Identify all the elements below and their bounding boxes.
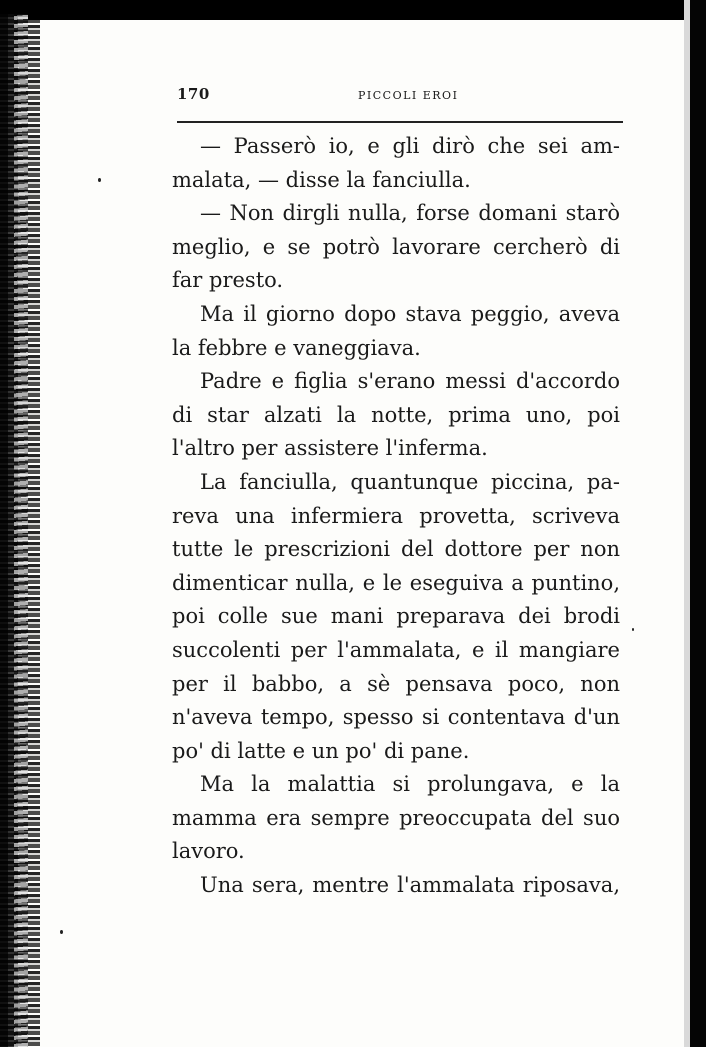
- ink-speck: [632, 628, 634, 631]
- text-line: n'aveva tempo, spesso si contentava d'un: [172, 705, 620, 730]
- text-line: lavoro.: [172, 839, 245, 864]
- text-line: meglio, e se potrò lavorare cercherò di: [172, 234, 620, 259]
- ink-speck: [98, 178, 101, 182]
- text-line: — Non dirgli nulla, forse domani starò: [200, 201, 620, 226]
- text-line: la febbre e vaneggiava.: [172, 335, 421, 360]
- text-line: malata, — disse la fanciulla.: [172, 167, 471, 192]
- text-line: far presto.: [172, 268, 284, 293]
- text-line: mamma era sempre preoccupata del suo: [172, 805, 620, 830]
- text-line: Padre e figlia s'erano messi d'accordo: [200, 369, 620, 394]
- text-line: poi colle sue mani preparava dei brodi: [172, 604, 620, 629]
- text-line: tutte le prescrizioni del dottore per non: [172, 537, 620, 562]
- text-line: La fanciulla, quantunque piccina, pa-: [200, 469, 620, 494]
- text-line: po' di latte e un po' di pane.: [172, 738, 470, 763]
- text-line: per il babbo, a sè pensava poco, non: [172, 671, 620, 696]
- book-binding-edge: [0, 14, 40, 1047]
- scan-right-edge: [684, 0, 706, 1047]
- page-number: 170: [177, 85, 210, 103]
- text-line: di star alzati la notte, prima uno, poi: [172, 402, 620, 427]
- text-line: dimenticar nulla, e le eseguiva a puntino,: [172, 570, 620, 595]
- header-rule: [177, 121, 623, 123]
- body-text: [172, 130, 620, 903]
- text-line: reva una infermiera provetta, scriveva: [172, 503, 620, 528]
- running-header: [177, 85, 623, 111]
- running-title: PICCOLI EROI: [358, 89, 459, 102]
- text-line: succolenti per l'ammalata, e il mangiare: [172, 637, 620, 662]
- text-line: l'altro per assistere l'inferma.: [172, 436, 488, 461]
- text-line: Una sera, mentre l'ammalata riposava,: [200, 873, 620, 898]
- text-line: Ma il giorno dopo stava peggio, aveva: [200, 301, 620, 326]
- text-line: — Passerò io, e gli dirò che sei am-: [200, 134, 620, 158]
- text-line: Ma la malattia si prolungava, e la: [200, 772, 620, 797]
- ink-speck: [60, 930, 63, 934]
- scan-top-edge: [0, 0, 706, 20]
